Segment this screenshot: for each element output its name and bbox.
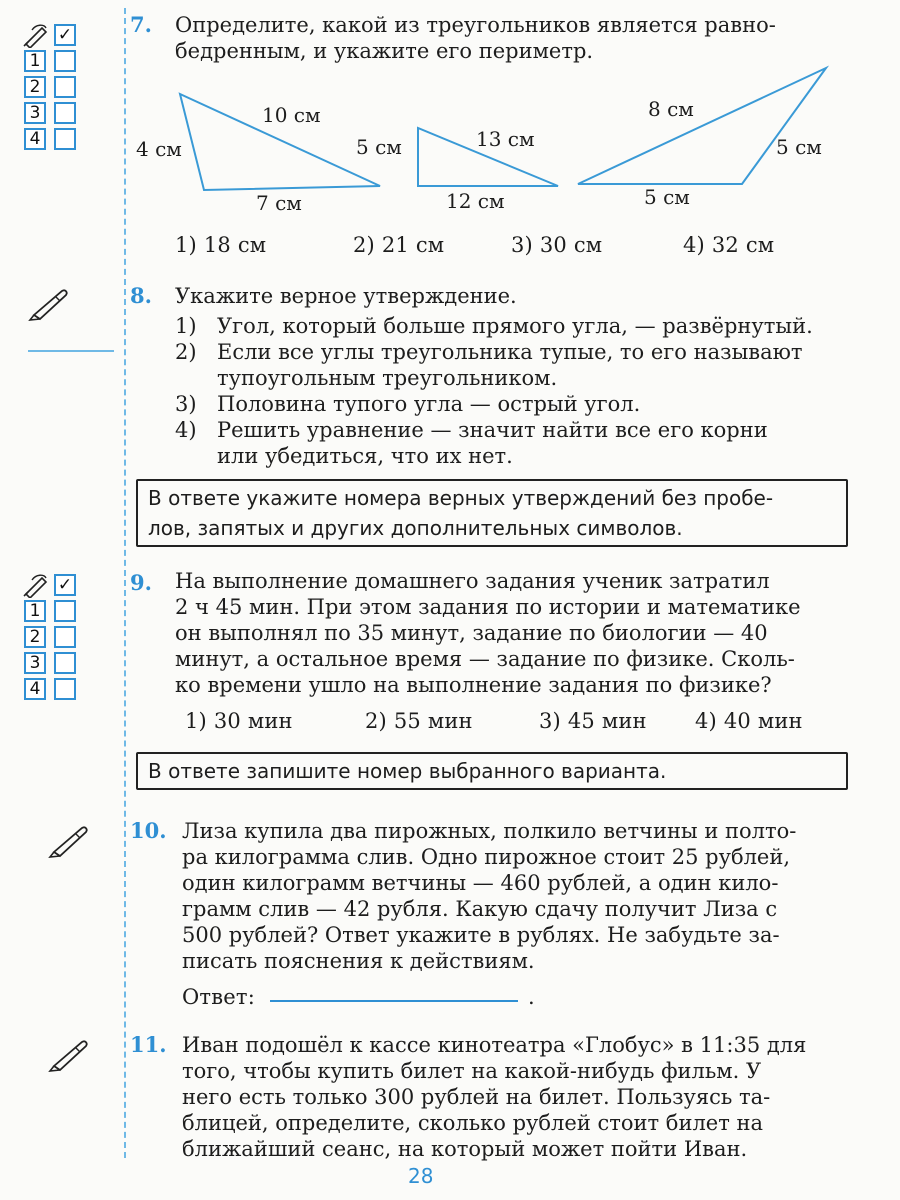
tri2-bottom-label: 12 см (446, 189, 505, 213)
task-8-instruction-box (136, 479, 848, 547)
grid-answer-cell-1[interactable] (54, 50, 76, 72)
tri1-left-label: 4 см (136, 137, 182, 161)
item-text: Если все углы треугольника тупые, то его называют (217, 340, 803, 364)
grid-label-3: 3 (24, 652, 46, 674)
answer-label: Ответ: (182, 985, 255, 1009)
task-9-line: На выполнение домашнего задания ученик затратил (175, 569, 770, 593)
check-mark: ✓ (57, 25, 73, 45)
grid-label-4: 4 (24, 128, 46, 150)
check-cell (54, 574, 76, 596)
instruction-line: лов, запятых и других дополнительных символов. (148, 516, 683, 540)
task-10-line: Лиза купила два пирожных, полкило ветчины и полто- (182, 819, 797, 843)
task-9-stem (175, 568, 865, 698)
answer-dot: . (528, 985, 535, 1009)
task-8-item-1 (175, 313, 813, 339)
grid-answer-cell-4[interactable] (54, 128, 76, 150)
task-11-stem (182, 1032, 872, 1162)
task-10-stem (182, 818, 872, 974)
instruction-line: В ответе запишите номер выбранного варианта. (148, 759, 667, 783)
task-7-option-3[interactable]: 3) 30 см (511, 233, 603, 257)
task-7-stem-line: Определите, какой из треугольников является равно- (175, 13, 776, 37)
pencil-check-icon (22, 572, 52, 598)
check-cell (54, 24, 76, 46)
task-9-line: 2 ч 45 мин. При этом задания по истории и математике (175, 595, 801, 619)
task-11-number: 11. (130, 1032, 167, 1057)
task-10-line: грамм слив — 42 рубля. Какую сдачу получит Лиза с (182, 897, 778, 921)
task-7-option-2[interactable]: 2) 21 см (353, 233, 445, 257)
task-10-line: 500 рублей? Ответ укажите в рублях. Не забудьте за- (182, 923, 780, 947)
task-9-line: он выполнял по 35 минут, задание по биологии — 40 (175, 621, 768, 645)
task-8-number: 8. (130, 283, 152, 308)
item-number: 2) (175, 340, 197, 364)
pen-icon (48, 1036, 92, 1072)
task-9-option-1[interactable]: 1) 30 мин (185, 709, 293, 733)
task-11-line: блицей, определите, сколько рублей стоит билет на (182, 1111, 764, 1135)
grid-answer-cell-3[interactable] (54, 652, 76, 674)
tri2-left-label: 5 см (356, 135, 402, 159)
grid-answer-cell-2[interactable] (54, 76, 76, 98)
answer-field[interactable] (270, 1000, 518, 1002)
grid-label-2: 2 (24, 626, 46, 648)
item-number: 1) (175, 314, 197, 338)
item-text: тупоугольным треугольником. (217, 366, 558, 390)
grid-label-4: 4 (24, 678, 46, 700)
grid-answer-cell-2[interactable] (54, 626, 76, 648)
task-11-line: него есть только 300 рублей на билет. Пользуясь та- (182, 1085, 771, 1109)
task-7-stem (175, 12, 865, 64)
task-10-number: 10. (130, 818, 167, 843)
task-9-option-4[interactable]: 4) 40 мин (695, 709, 803, 733)
item-number: 4) (175, 418, 197, 442)
margin-rule (28, 350, 114, 352)
task-9-number: 9. (130, 570, 152, 595)
check-mark: ✓ (57, 575, 73, 595)
grid-answer-cell-4[interactable] (54, 678, 76, 700)
task-9-line: ко времени ушло на выполнение задания по физике? (175, 673, 772, 697)
triangle-3 (578, 68, 826, 184)
task-11-line: ближайший сеанс, на который может пойти Иван. (182, 1137, 748, 1161)
answer-grid-t9 (20, 572, 90, 712)
task-9-instruction-box (136, 752, 848, 790)
pencil-check-icon (22, 22, 52, 48)
task-7-option-1[interactable]: 1) 18 см (175, 233, 267, 257)
tri3-right-label: 5 см (776, 135, 822, 159)
task-11-line: Иван подошёл к кассе кинотеатра «Глобус» в 11:35 для (182, 1033, 807, 1057)
item-text: Угол, который больше прямого угла, — развёрнутый. (217, 314, 813, 338)
item-number: 3) (175, 392, 197, 416)
triangles-figure (128, 60, 848, 225)
task-10-line: ра килограмма слив. Одно пирожное стоит 25 рублей, (182, 845, 791, 869)
tri2-hyp-label: 13 см (476, 127, 535, 151)
task-8-item-4 (175, 417, 768, 469)
grid-answer-cell-1[interactable] (54, 600, 76, 622)
tri3-bottom-label: 5 см (644, 185, 690, 209)
tri1-bottom-label: 7 см (256, 191, 302, 215)
task-11-line: того, чтобы купить билет на какой-нибудь фильм. У (182, 1059, 762, 1083)
task-9-option-2[interactable]: 2) 55 мин (365, 709, 473, 733)
answer-grid-t7 (20, 22, 90, 162)
task-7-option-4[interactable]: 4) 32 см (683, 233, 775, 257)
tri3-top-label: 8 см (648, 97, 694, 121)
task-9-option-3[interactable]: 3) 45 мин (539, 709, 647, 733)
item-text: или убедиться, что их нет. (217, 444, 513, 468)
task-7-stem-line: бедренным, и укажите его периметр. (175, 39, 594, 63)
task-10-line: один килограмм ветчины — 460 рублей, а один кило- (182, 871, 779, 895)
page-number: 28 (408, 1164, 434, 1188)
item-text: Половина тупого угла — острый угол. (217, 392, 641, 416)
pen-icon (48, 822, 92, 858)
grid-answer-cell-3[interactable] (54, 102, 76, 124)
task-10-line: писать пояснения к действиям. (182, 949, 535, 973)
task-9-line: минут, а остальное время — задание по физике. Сколь- (175, 647, 795, 671)
instruction-line: В ответе укажите номера верных утверждений без пробе- (148, 486, 774, 510)
grid-label-1: 1 (24, 50, 46, 72)
task-8-item-2 (175, 339, 803, 391)
margin-divider (124, 8, 126, 1158)
grid-label-1: 1 (24, 600, 46, 622)
item-text: Решить уравнение — значит найти все его корни (217, 418, 768, 442)
tri1-top-label: 10 см (262, 103, 321, 127)
grid-label-2: 2 (24, 76, 46, 98)
task-7-number: 7. (130, 12, 152, 37)
task-8-item-3 (175, 391, 640, 417)
task-8-stem: Укажите верное утверждение. (175, 284, 517, 308)
pen-icon (28, 285, 72, 321)
grid-label-3: 3 (24, 102, 46, 124)
